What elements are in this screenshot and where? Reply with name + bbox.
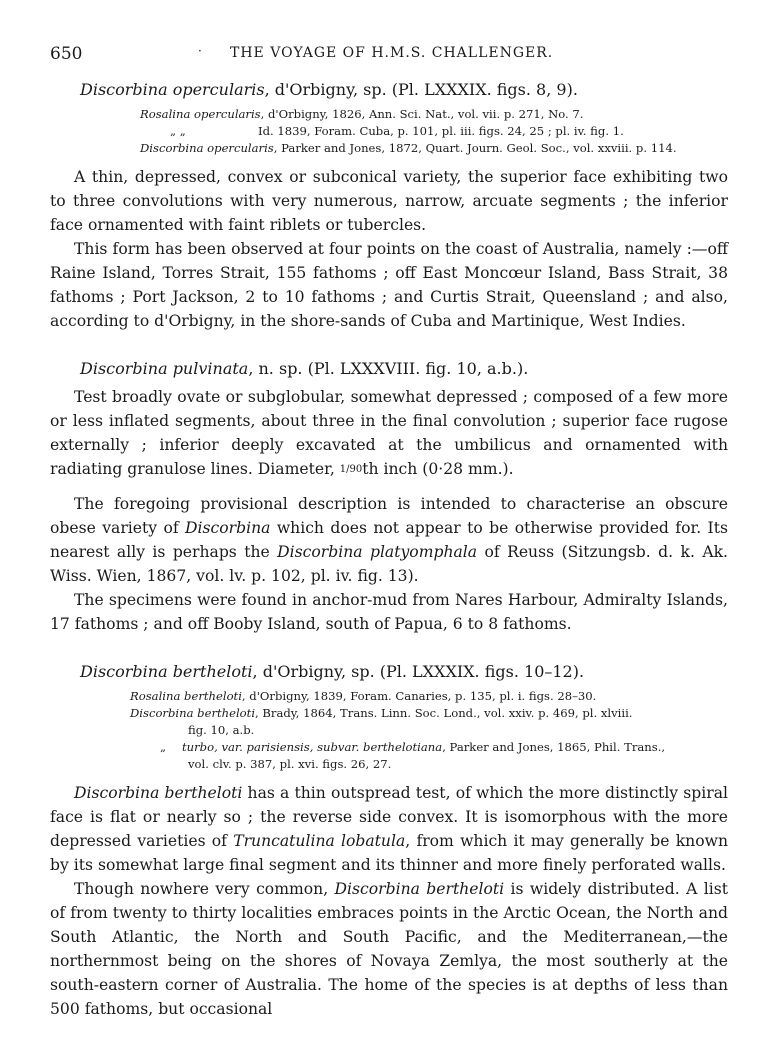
synonymy-entry [140,123,728,140]
taxon-name: Discorbina bertheloti [74,784,243,802]
synonym-reference: Id. 1839, Foram. Cuba, p. 101, pl. iii. figs. 24, 25 ; pl. iv. fig. 1. [258,124,624,138]
synonym-reference: , Parker and Jones, 1865, Phil. Trans., [442,740,666,754]
paragraph-text: Though nowhere very common, [74,880,335,898]
synonym-reference: , d'Orbigny, 1839, Foram. Canaries, p. 135, pl. i. figs. 28–30. [241,689,597,703]
paragraph: This form has been observed at four points on the coast of Australia, namely :—off Raine Island, Torres Strait, 155 fathoms ; off East Moncœur Island, Bass Strait, 38 fathoms ; Port Jackson, 2 to 10 fathoms ; and Curtis Strait, Queensland ; and also, according to d'Orbigny, in the shore-sands of Cuba and Martinique, West Indies. [50,240,728,330]
synonymy-entry [140,106,728,123]
species-authority: , d'Orbigny, sp. (Pl. LXXXIX. figs. 10–12). [252,662,585,681]
paragraph-text: The foregoing provisional description is intended to characterise an obscure obese variety of [50,495,728,537]
synonym-reference: , d'Orbigny, 1826, Ann. Sci. Nat., vol. vii. p. 271, No. 7. [260,107,584,121]
synonymy-list [130,688,728,773]
taxon-name: Discorbina platyomphala [277,543,478,561]
taxon-name: Discorbina bertheloti [334,880,505,898]
paragraph-text: which does not appear to be otherwise provided for. Its nearest ally is perhaps the [50,519,728,561]
paragraph [50,781,728,877]
paragraph-text: th inch (0·28 mm.). [362,460,514,478]
paragraph [50,877,728,1021]
synonymy-entry [140,140,728,157]
paragraph-text: is widely distributed. A list of from twenty to thirty localities embraces points in the Arctic Ocean, the North and South Atlantic, the North and South Pacific, and the Mediterranean,—the northernmost being on the shores of Novaya Zemlya, the most southerly at the south-eastern corner of Australia. The home of the species is at depths of less than 500 fathoms, but occasional [50,880,728,1018]
body-text [50,78,728,1021]
species-name: Discorbina opercularis [80,80,265,99]
synonym-taxon: Rosalina opercularis [140,107,261,121]
running-head-marker: · [198,44,202,58]
paragraph [50,492,728,588]
paragraph-text: , from which it may generally be known by its somewhat large final segment and its thinner and more finely perforated walls. [50,832,728,874]
ditto-marks: „ [160,740,167,754]
taxon-name: Truncatulina lobatula [233,832,406,850]
synonymy-entry [130,705,728,722]
taxon-name: Discorbina [185,519,271,537]
paragraph: The specimens were found in anchor-mud from Nares Harbour, Admiralty Islands, 17 fathoms ; and off Booby Island, south of Papua, 6 to 8 fathoms. [50,591,728,633]
ditto-marks: „ „ [170,124,186,138]
species-name: Discorbina bertheloti [80,662,253,681]
fraction: 1/90 [339,464,363,475]
synonymy-entry [130,688,728,705]
synonym-reference: , Brady, 1864, Trans. Linn. Soc. Lond., vol. xxiv. p. 469, pl. xlviii. [255,706,633,720]
species-heading-bertheloti [80,660,728,684]
synonym-taxon: Discorbina opercularis [140,141,274,155]
synonym-taxon: Discorbina bertheloti [130,706,256,720]
synonym-reference: , Parker and Jones, 1872, Quart. Journ. Geol. Soc., vol. xxviii. p. 114. [273,141,677,155]
species-heading-pulvinata [80,357,728,381]
species-heading-opercularis [80,78,728,102]
paragraph-text: of Reuss (Sitzungsb. d. k. Ak. Wiss. Wien, 1867, vol. lv. p. 102, pl. iv. fig. 13). [50,543,728,585]
running-title: THE VOYAGE OF H.M.S. CHALLENGER. [230,45,554,61]
synonymy-continuation: vol. clv. p. 387, pl. xvi. figs. 26, 27. [188,757,392,771]
species-authority: , d'Orbigny, sp. (Pl. LXXXIX. figs. 8, 9). [264,80,578,99]
running-head [50,44,726,66]
page-number: 650 [50,44,83,64]
synonym-taxon: turbo, var. parisiensis, subvar. berthelotiana [182,740,443,754]
synonymy-entry [130,739,728,756]
synonymy-list [140,106,728,157]
synonym-taxon: Rosalina bertheloti [130,689,242,703]
species-authority: , n. sp. (Pl. LXXXVIII. fig. 10, a.b.). [248,359,529,378]
paragraph: A thin, depressed, convex or subconical variety, the superior face exhibiting two to three convolutions with very numerous, narrow, arcuate segments ; the inferior face ornamented with faint riblets or tubercles. [50,168,728,234]
paragraph-text: has a thin outspread test, of which the more distinctly spiral face is flat or nearly so ; the reverse side convex. It is isomorphous with the more depressed varieties of [50,784,728,850]
species-name: Discorbina pulvinata [80,359,249,378]
paragraph [50,385,728,482]
paragraph-text: Test broadly ovate or subglobular, somewhat depressed ; composed of a few more or less inflated segments, about three in the final convolution ; superior face rugose externally ; inferior deeply excavated at the umbilicus and ornamented with radiating granulose lines. Diameter, [50,388,728,478]
synonymy-continuation: fig. 10, a.b. [188,723,255,737]
